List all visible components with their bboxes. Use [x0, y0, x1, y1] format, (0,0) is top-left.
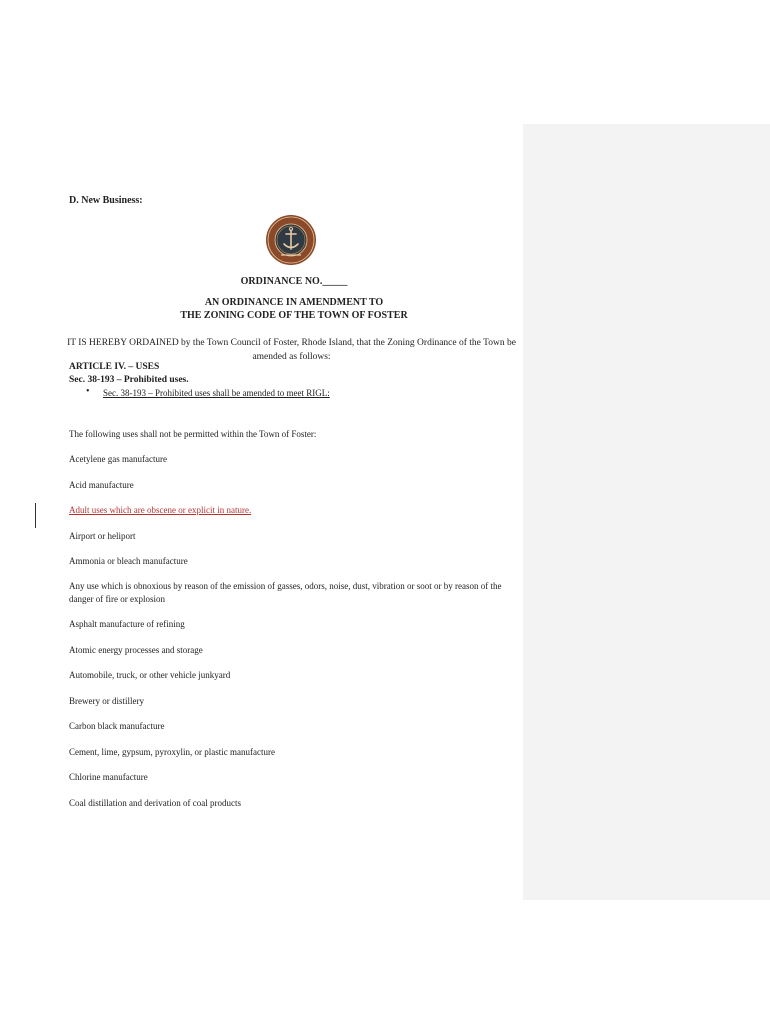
bullet-icon: • [86, 386, 90, 397]
list-item: Automobile, truck, or other vehicle junkyard [69, 670, 231, 680]
list-item: Cement, lime, gypsum, pyroxylin, or plastic manufacture [69, 747, 275, 757]
town-seal-icon [265, 214, 317, 266]
ordinance-number: ORDINANCE NO._____ [240, 276, 348, 287]
ordinance-title-line-2: THE ZONING CODE OF THE TOWN OF FOSTER [180, 310, 408, 321]
list-item: Asphalt manufacture of refining [69, 619, 185, 629]
list-item: Chlorine manufacture [69, 772, 148, 782]
list-item-inserted[interactable]: Adult uses which are obscene or explicit in nature. [69, 505, 252, 515]
section-heading: D. New Business: [69, 195, 143, 206]
ordained-paragraph: IT IS HEREBY ORDAINED by the Town Council of Foster, Rhode Island, that the Zoning Ordinance of the Town be amended as follows: [67, 338, 516, 362]
article-heading: ARTICLE IV. – USES [69, 362, 160, 372]
list-item: Coal distillation and derivation of coal products [69, 798, 241, 808]
list-item: Acetylene gas manufacture [69, 454, 167, 464]
ordinance-title-line-1: AN ORDINANCE IN AMENDMENT TO [204, 297, 384, 308]
list-item: Acid manufacture [69, 480, 134, 490]
comment-pane [523, 124, 770, 900]
list-item: Airport or heliport [69, 531, 136, 541]
list-item: Atomic energy processes and storage [69, 645, 203, 655]
list-item: Carbon black manufacture [69, 721, 165, 731]
list-item: Ammonia or bleach manufacture [69, 556, 188, 566]
list-item: Any use which is obnoxious by reason of the emission of gasses, odors, noise, dust, vibration or soot or by reason of the danger of fire or explosion [69, 581, 502, 604]
list-item: Brewery or distillery [69, 696, 144, 706]
intro-text: The following uses shall not be permitted within the Town of Foster: [69, 429, 317, 439]
section-label: Sec. 38-193 – Prohibited uses. [69, 375, 189, 385]
tracked-change-bar [35, 503, 36, 528]
bullet-item: Sec. 38-193 – Prohibited uses shall be amended to meet RIGL: [103, 388, 330, 398]
